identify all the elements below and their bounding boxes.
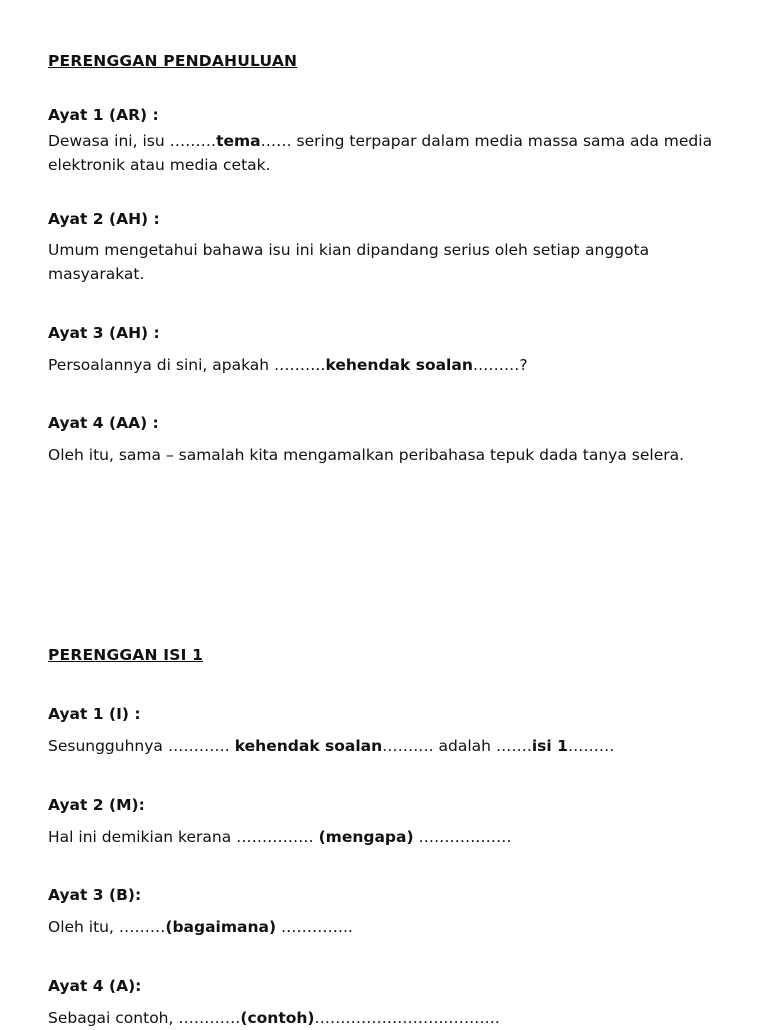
intro-ayat4-text: Oleh itu, sama – samalah kita mengamalkan peribahasa tepuk dada tanya selera. (48, 446, 685, 464)
isi1-ayat3-bold: (bagaimana) (165, 918, 277, 936)
isi1-ayat4-text-after: ……………………..………. (314, 1009, 500, 1027)
isi1-ayat4-text-before: Sebagai contoh, ………… (48, 1009, 241, 1027)
intro-ayat1-text (48, 129, 738, 177)
isi1-ayat3-text-after: ………….. (276, 918, 353, 936)
intro-ayat3-label: Ayat 3 (AH) : (48, 324, 160, 342)
isi1-ayat2-bold: (mengapa) (318, 828, 414, 846)
intro-ayat3-text-before: Persoalannya di sini, apakah ………. (48, 356, 326, 374)
section-heading-pendahuluan: PERENGGAN PENDAHULUAN (48, 52, 298, 70)
isi1-ayat3-text-before: Oleh itu, ……… (48, 918, 166, 936)
intro-ayat1-text-before: Dewasa ini, isu ……… (48, 132, 217, 150)
isi1-ayat1-text-after: ……… (567, 737, 615, 755)
isi1-ayat1-text-before: Sesungguhnya ………… (48, 737, 235, 755)
isi1-ayat4-text (48, 1006, 500, 1030)
isi1-ayat1-text (48, 734, 614, 758)
isi1-ayat1-bold1: kehendak soalan (234, 737, 383, 755)
intro-ayat1-bold: tema (216, 132, 261, 150)
isi1-ayat2-label: Ayat 2 (M): (48, 796, 145, 814)
isi1-ayat1-label: Ayat 1 (I) : (48, 705, 141, 723)
intro-ayat2-label: Ayat 2 (AH) : (48, 210, 160, 228)
isi1-ayat2-text-after: ……………… (413, 828, 512, 846)
intro-ayat1-label: Ayat 1 (AR) : (48, 106, 159, 124)
section-heading-isi1: PERENGGAN ISI 1 (48, 646, 204, 664)
isi1-ayat4-label: Ayat 4 (A): (48, 977, 142, 995)
isi1-ayat4-bold: (contoh) (240, 1009, 315, 1027)
intro-ayat2-text: Umum mengetahui bahawa isu ini kian dipandang serius oleh setiap anggota masyarakat. (48, 241, 650, 283)
intro-ayat3-bold: kehendak soalan (325, 356, 473, 374)
intro-ayat3-text (48, 353, 528, 377)
isi1-ayat3-label: Ayat 3 (B): (48, 886, 142, 904)
isi1-ayat3-text (48, 915, 353, 939)
isi1-ayat1-bold2: isi 1 (531, 737, 568, 755)
isi1-ayat2-text-before: Hal ini demikian kerana …………… (48, 828, 319, 846)
intro-ayat1-text-after: …… sering terpapar dalam media massa sama ada media elektronik atau media cetak. (48, 132, 713, 174)
isi1-ayat1-text-mid: ………. adalah ……. (382, 737, 532, 755)
intro-ayat4-label: Ayat 4 (AA) : (48, 414, 159, 432)
isi1-ayat2-text (48, 825, 512, 849)
intro-ayat3-text-after: ………? (472, 356, 528, 374)
